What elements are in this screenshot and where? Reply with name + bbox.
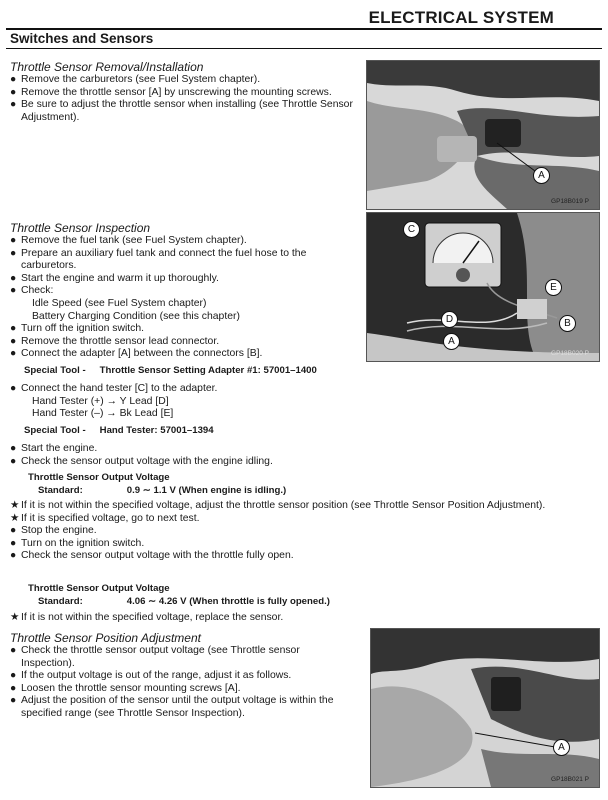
section-title: Switches and Sensors <box>10 31 154 46</box>
callout-d: D <box>441 311 458 328</box>
list-item: ★ If it is specified voltage, go to next test. <box>10 512 200 524</box>
list-item: ● Remove the throttle sensor lead connector. <box>10 335 220 347</box>
removal-list <box>8 74 356 124</box>
open-result-list <box>8 612 598 625</box>
list-item: ● Remove the fuel tank (see Fuel System chapter). <box>10 235 247 246</box>
list-item: ● Remove the carburetors (see Fuel System chapter). <box>10 74 261 85</box>
list-item: ● Start the engine. <box>10 443 98 454</box>
list-item: ● Be sure to adjust the throttle sensor when installing (see Throttle Sensor Adjustment). <box>10 99 353 123</box>
list-item: ● Check: <box>10 285 54 297</box>
callout-a: A <box>553 739 570 756</box>
list-item: ● Turn off the ignition switch. <box>10 323 145 335</box>
figure-throttle-sensor-inspection <box>366 212 600 362</box>
list-item: ● Check the sensor output voltage with the throttle fully open. <box>10 550 294 562</box>
adjustment-title: Throttle Sensor Position Adjustment <box>10 631 201 645</box>
figure-throttle-sensor-removal <box>366 60 600 210</box>
spec-idle-voltage: Throttle Sensor Output Voltage Standard: 0.9 ∼ 1.1 V (When engine is idling.) <box>28 472 287 496</box>
section-rule <box>6 48 602 49</box>
sub-item: Hand Tester (+) → Y Lead [D] <box>32 395 169 407</box>
sub-item: Hand Tester (–) → Bk Lead [E] <box>32 408 174 420</box>
figure-caption: GP18B019 P <box>551 198 589 205</box>
callout-a: A <box>443 333 460 350</box>
figure-caption: GP18B021 P <box>551 776 589 783</box>
list-item: ● Connect the hand tester [C] to the adapter. <box>10 383 218 394</box>
list-item: ● Start the engine and warm it up thoroughly. <box>10 272 219 284</box>
list-item: ● Stop the engine. <box>10 525 97 537</box>
figure-throttle-sensor-adjustment <box>370 628 600 788</box>
figure-caption: GP18B020 P <box>551 350 589 357</box>
list-item: ● Check the throttle sensor output voltage (see Throttle sensor Inspection). <box>10 645 300 669</box>
list-item: ★ If it is not within the specified voltage, adjust the throttle sensor position (see Throttle Sensor Position Adjustment). <box>10 500 546 511</box>
list-item: ● Loosen the throttle sensor mounting screws [A]. <box>10 682 241 694</box>
list-item: ● Adjust the position of the sensor until the output voltage is within the specified range (see Throttle Sensor Inspection). <box>10 695 334 719</box>
spec-open-voltage: Throttle Sensor Output Voltage Standard: 4.06 ∼ 4.26 V (When throttle is fully opened.) <box>28 583 330 607</box>
adjustment-list <box>8 645 356 721</box>
callout-b: B <box>559 315 576 332</box>
removal-title: Throttle Sensor Removal/Installation <box>10 60 204 74</box>
list-item: ● Prepare an auxiliary fuel tank and connect the fuel hose to the carburetors. <box>10 247 307 272</box>
run-engine-list <box>8 443 598 468</box>
sub-item: Battery Charging Condition (see this chapter) <box>32 310 240 322</box>
special-tool-adapter: Special Tool - Throttle Sensor Setting Adapter #1: 57001–1400 <box>24 365 317 376</box>
list-item: ● Check the sensor output voltage with the engine idling. <box>10 455 273 467</box>
sub-item: Idle Speed (see Fuel System chapter) <box>32 297 207 309</box>
inspection-title: Throttle Sensor Inspection <box>10 221 151 235</box>
callout-e: E <box>545 279 562 296</box>
callout-a: A <box>533 167 550 184</box>
connect-tester-list <box>8 383 356 421</box>
chapter-title: ELECTRICAL SYSTEM <box>368 8 554 27</box>
list-item: ● If the output voltage is out of the range, adjust it as follows. <box>10 670 292 682</box>
list-item: ● Remove the throttle sensor [A] by unscrewing the mounting screws. <box>10 86 332 98</box>
list-item: ● Turn on the ignition switch. <box>10 537 145 549</box>
header-rule <box>6 28 602 30</box>
idle-result-list <box>8 500 598 563</box>
list-item: ★ If it is not within the specified voltage, replace the sensor. <box>10 612 284 623</box>
callout-c: C <box>403 221 420 238</box>
list-item: ● Connect the adapter [A] between the connectors [B]. <box>10 348 263 360</box>
inspection-list <box>8 235 356 361</box>
special-tool-tester: Special Tool - Hand Tester: 57001–1394 <box>24 425 214 436</box>
